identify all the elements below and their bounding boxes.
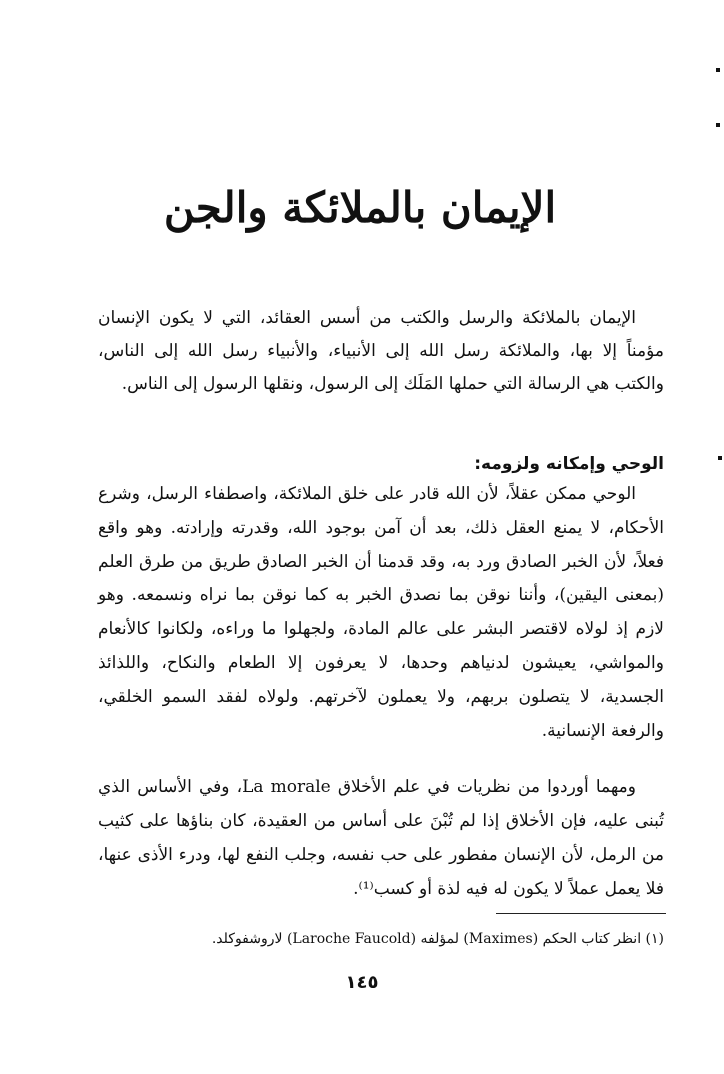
footnote: (١) انظر كتاب الحكم (Maximes) لمؤلفه (Laroche Faucold) لاروشفوكلد. xyxy=(211,931,664,947)
page-number: ١٤٥ xyxy=(345,972,379,993)
edge-mark xyxy=(716,123,720,127)
edge-mark xyxy=(716,68,720,72)
footnote-divider xyxy=(496,913,666,914)
intro-paragraph xyxy=(98,302,664,401)
revelation-paragraph xyxy=(98,478,664,748)
intro-paragraph-text: الإيمان بالملائكة والرسل والكتب من أسس العقائد، التي لا يكون الإنسان مؤمناً إلا بها، والملائكة رسل الله إلى الأنبياء، والأنبياء رسل الله إلى الناس، والكتب هي الرسالة التي حملها المَلَك إلى الرسول، ونقلها الرسول إلى الناس. xyxy=(98,308,664,394)
revelation-paragraph-text: الوحي ممكن عقلاً، لأن الله قادر على خلق الملائكة، واصطفاء الرسل، وشرع الأحكام، لا يمنع العقل ذلك، بعد أن آمن بوجود الله، وقدرته وإرادته. وهو واقع فعلاً، لأن الخبر الصادق ورد به، وقد قدمنا أن الخبر الصادق طريق من طرق العلم (بمعنى اليقين)، وأننا نوقن بما نصدق الخبر به كما نوقن بما نراه ونسمعه. وهو لازم إذ لولاه لاقتصر البشر على عالم المادة، ولجهلوا ما وراءه، ولكانوا كالأنعام والمواشي، يعيشون لدنياهم وحدها، لا يعرفون إلا الطعام والنكاح، واللذائذ الجسدية، لا يتصلون بربهم، ولا يعملون لآخرتهم. ولولاه لفقد السمو الخلقي، والرفعة الإنسانية. xyxy=(98,484,664,741)
morals-paragraph xyxy=(98,770,664,906)
chapter-title: الإيمان بالملائكة والجن xyxy=(163,183,557,232)
edge-mark xyxy=(718,456,722,460)
section-heading: الوحي وإمكانه ولزومه: xyxy=(474,454,664,474)
morals-paragraph-text: ومهما أوردوا من نظريات في علم الأخلاق La morale، وفي الأساس الذي تُبنى عليه، فإن الأخلاق إذا لم تُبْنَ على أساس من العقيدة، كان بناؤها على كثيب من الرمل، لأن الإنسان مفطور على حب نفسه، وجلب النفع لها، ودرء الأذى عنها، فلا يعمل عملاً لا يكون له فيه لذة أو كسب⁽¹⁾. xyxy=(98,777,664,899)
